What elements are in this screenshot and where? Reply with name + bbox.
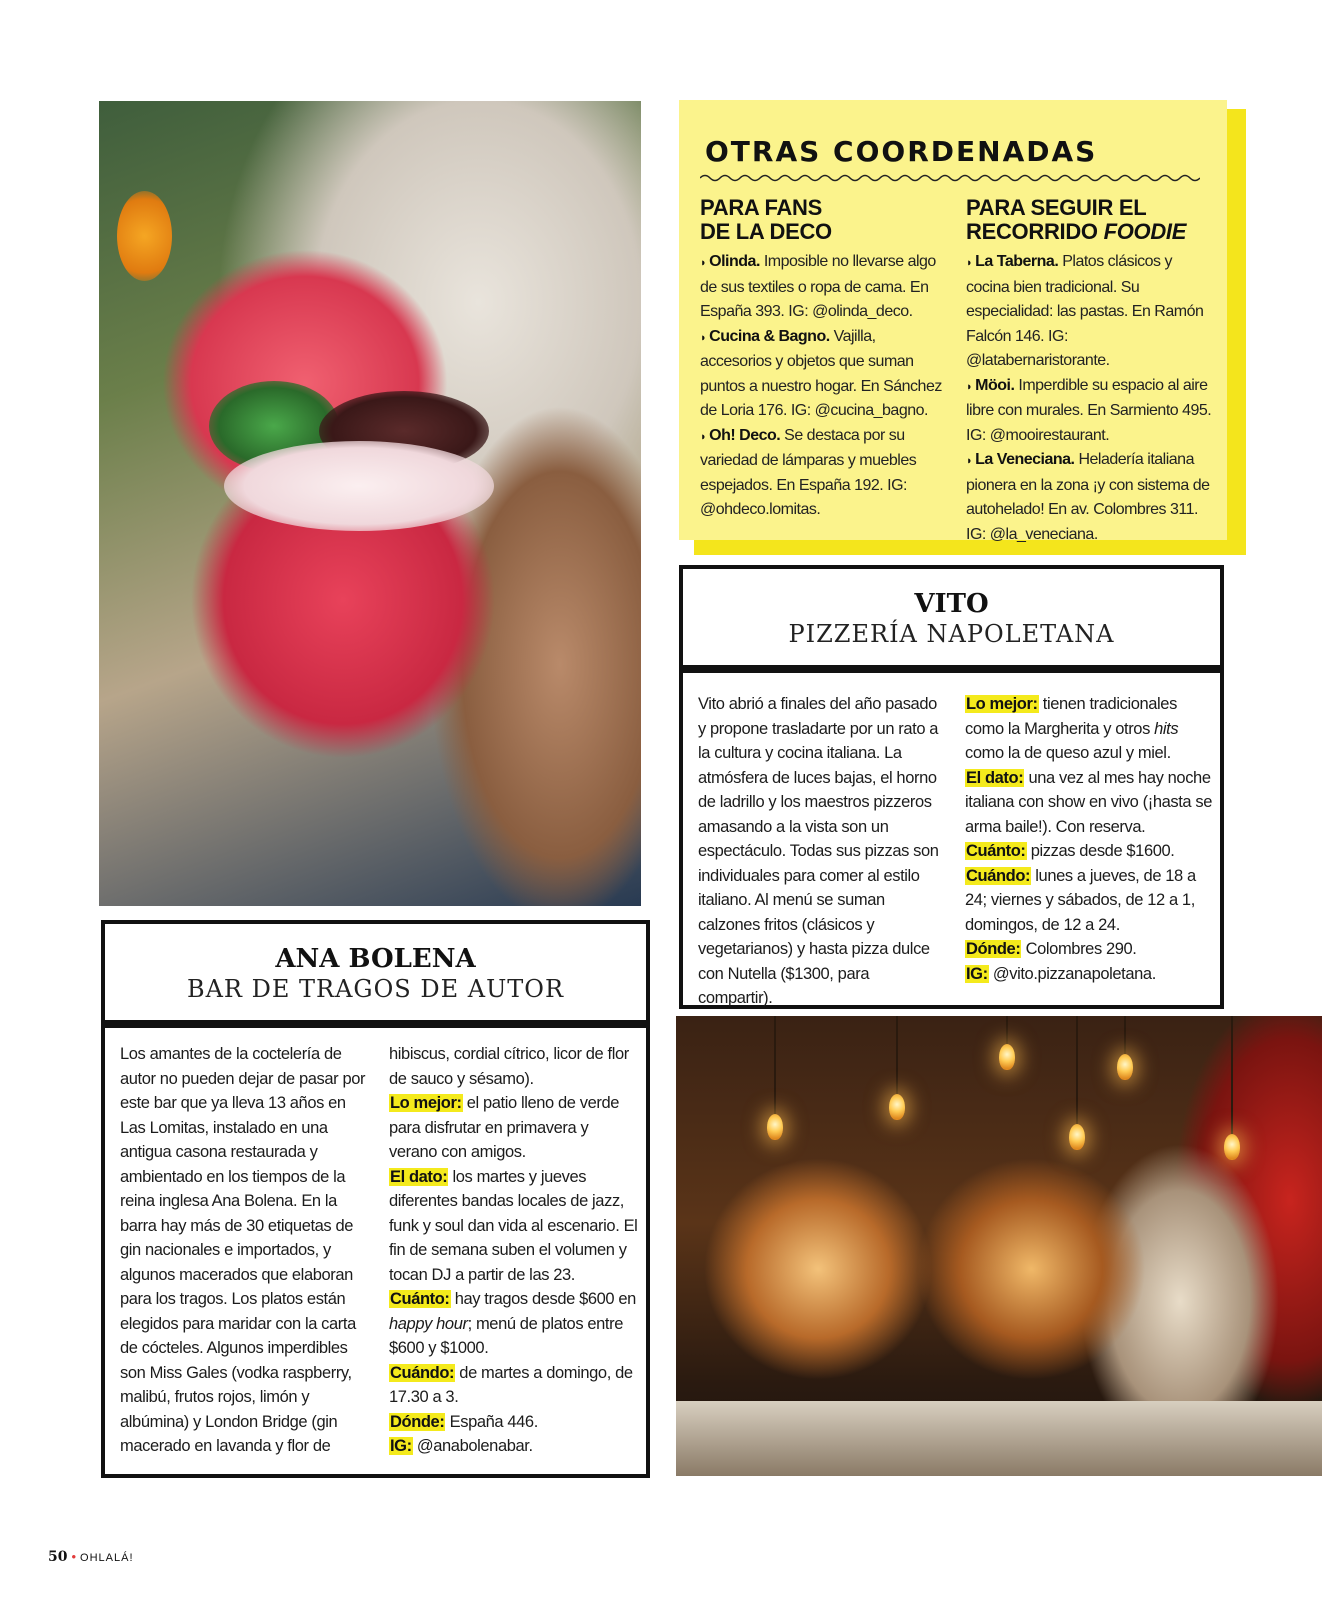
ana-bolena-columns	[120, 1042, 640, 1462]
light-bulb-icon	[1117, 1054, 1133, 1080]
heading-line: DE LA DECO	[700, 219, 832, 244]
label-highlight: Cuánto:	[966, 842, 1026, 860]
heading-italic: FOODIE	[1103, 219, 1187, 244]
lamp-cord	[1124, 1016, 1126, 1056]
light-bulb-icon	[889, 1094, 905, 1120]
label-highlight: Dónde:	[390, 1412, 445, 1431]
wavy-divider	[700, 173, 1200, 183]
footer-separator: •	[71, 1549, 77, 1564]
ana-cuando	[389, 1361, 640, 1410]
lamp-cord	[896, 1016, 898, 1096]
detail-italic: hits	[1154, 719, 1179, 738]
shop-name: Oh! Deco.	[709, 426, 781, 444]
label-highlight: El dato:	[966, 768, 1024, 787]
detail-text: hay tragos desde $600 en	[450, 1290, 636, 1308]
page-footer	[48, 1549, 134, 1565]
otras-heading-foodie	[966, 196, 1214, 244]
detail-text: ; menú de platos entre $600 y $1000.	[389, 1314, 623, 1357]
otras-title: OTRAS COORDENADAS	[705, 135, 1098, 168]
bullet-icon: ◗	[966, 380, 973, 393]
page-number: 50	[48, 1549, 68, 1565]
detail-text: España 446.	[445, 1412, 538, 1431]
venue-type: PIZZERÍA NAPOLETANA	[788, 620, 1115, 648]
label-highlight: Dónde:	[966, 940, 1021, 958]
venue-name: ANA BOLENA	[275, 944, 476, 974]
label-highlight: IG:	[966, 964, 988, 983]
bullet-icon: ◗	[700, 331, 707, 344]
light-bulb-icon	[1224, 1134, 1240, 1160]
bullet-icon: ◗	[966, 257, 973, 269]
detail-text: los martes y jueves diferentes bandas locales de jazz, funk y soul dan vida al escenario. El fin de semana suben el volumen y tocan DJ a partir de las 23.	[389, 1167, 638, 1284]
place-description: Heladería italiana pionera en la zona ¡y con sistema de autohelado! En av. Colombres 311. IG: @la_veneciana.	[966, 451, 1210, 543]
vito-intro	[698, 692, 946, 1011]
label-highlight: Cuándo:	[390, 1363, 455, 1382]
vito-details	[965, 692, 1213, 986]
vito-cuando	[965, 864, 1213, 938]
garnish-orange	[117, 191, 172, 281]
magazine-name: OHLALÁ!	[80, 1552, 134, 1564]
vito-ig	[965, 962, 1213, 987]
heading-line: PARA FANS	[700, 195, 822, 220]
vito-intro-text: Vito abrió a finales del año pasado y propone trasladarte por un rato a la cultura y cocina italiana. La atmósfera de luces bajas, el horno de ladrillo y los maestros pizzeros amasando a la vista son un espectáculo. Todas sus pizzas son individuales para comer al estilo italiano. Al menú se suman calzones fritos (clásicos y vegetarianos) y hasta pizza dulce con Nutella ($1300, para compartir).	[698, 695, 939, 1007]
shop-description: Imposible no llevarse algo de sus textiles o ropa de cama. En España 393. IG: @olinda_deco.	[700, 253, 936, 320]
glass-foam	[224, 441, 494, 531]
bullet-icon: ◗	[966, 455, 973, 467]
detail-text: de martes a domingo, de 17.30 a 3.	[389, 1363, 633, 1406]
lamp-cord	[1076, 1016, 1078, 1126]
label-highlight: Cuándo:	[966, 866, 1031, 885]
shop-name: Cucina & Bagno.	[709, 327, 830, 345]
lamp-cord	[1006, 1016, 1008, 1046]
ana-bolena-header	[101, 920, 650, 1024]
heading-line: RECORRIDO	[966, 219, 1104, 244]
venue-name: VITO	[914, 589, 989, 619]
place-description: Imperdible su espacio al aire libre con murales. En Sarmiento 495. IG: @mooirestaurant.	[966, 376, 1212, 444]
light-bulb-icon	[1069, 1124, 1085, 1150]
detail-italic: happy hour	[389, 1314, 468, 1333]
shop-description: Se destaca por su variedad de lámparas y muebles espejados. En España 192. IG: @ohdeco.lomitas.	[700, 426, 917, 518]
heading-line: PARA SEGUIR EL	[966, 195, 1147, 220]
vito-donde	[965, 937, 1213, 962]
pizzeria-photo	[676, 1016, 1322, 1476]
bullet-icon: ◗	[700, 257, 707, 269]
label-highlight: El dato:	[390, 1167, 448, 1186]
vito-dato	[965, 766, 1213, 840]
ana-dato	[389, 1165, 640, 1288]
detail-text: una vez al mes hay noche italiana con show en vivo (¡hasta se arma baile!). Con reserva.	[965, 768, 1212, 836]
detail-text: como la de queso azul y miel.	[965, 744, 1171, 762]
label-highlight: Lo mejor:	[390, 1094, 462, 1112]
otras-heading-deco	[700, 196, 948, 244]
light-bulb-icon	[999, 1044, 1015, 1070]
ana-donde	[389, 1410, 640, 1435]
otras-list-deco	[700, 250, 948, 523]
venue-type: BAR DE TRAGOS DE AUTOR	[186, 975, 565, 1003]
cocktail-photo	[99, 101, 641, 906]
label-highlight: Lo mejor:	[966, 695, 1038, 713]
detail-text: @vito.pizzanapoletana.	[988, 964, 1156, 983]
ana-cuanto	[389, 1287, 640, 1361]
detail-text: lunes a jueves, de 18 a 24; viernes y sábados, de 12 a 1, domingos, de 12 a 24.	[965, 866, 1196, 934]
ana-intro-text: Los amantes de la coctelería de autor no pueden dejar de pasar por este bar que ya lleva 13 años en Las Lomitas, instalado en una antigua casona restaurada y ambientado en los tiempos de la reina inglesa Ana Bolena. En la barra hay más de 30 etiquetas de gin nacionales e importados, y algunos macerados que elaboran para los tragos. Los platos están elegidos para maridar con la carta de cócteles. Algunos imperdibles son Miss Gales (vodka raspberry, malibú, frutos rojos, limón y albúmina) y London Bridge (gin macerado en lavanda y flor de hibiscus, cordial cítrico, licor de flor de sauco y sésamo).	[120, 1045, 629, 1455]
shop-name: Olinda.	[709, 253, 760, 270]
vito-lo-mejor	[965, 692, 1213, 766]
counter	[676, 1401, 1322, 1476]
label-highlight: Cuánto:	[390, 1290, 450, 1308]
bullet-icon: ◗	[700, 430, 707, 443]
detail-text: el patio lleno de verde para disfrutar en primavera y verano con amigos.	[389, 1094, 620, 1161]
otras-column-deco	[700, 196, 948, 523]
ana-ig	[389, 1434, 640, 1459]
vito-header	[679, 565, 1224, 669]
otras-list-foodie	[966, 250, 1214, 547]
lamp-cord	[774, 1016, 776, 1116]
place-name: La Taberna.	[975, 253, 1059, 270]
vito-cuanto	[965, 839, 1213, 864]
lamp-cord	[1231, 1016, 1233, 1136]
otras-column-foodie	[966, 196, 1214, 547]
shop-description: Vajilla, accesorios y objetos que suman puntos a nuestro hogar. En Sánchez de Loria 176. IG: @cucina_bagno.	[700, 327, 942, 419]
ana-lo-mejor	[389, 1091, 640, 1165]
place-name: Möoi.	[975, 376, 1015, 394]
place-name: La Veneciana.	[975, 451, 1075, 468]
detail-text: Colombres 290.	[1021, 940, 1137, 958]
label-highlight: IG:	[390, 1437, 412, 1455]
detail-text: pizzas desde $1600.	[1026, 842, 1175, 860]
detail-text: @anabolenabar.	[412, 1437, 533, 1455]
detail-text: tienen tradicionales como la Margherita y otros	[965, 695, 1177, 738]
place-description: Platos clásicos y cocina bien tradicional. Su especialidad: las pastas. En Ramón Falcón 146. IG: @latabernaristorante.	[966, 253, 1204, 369]
light-bulb-icon	[767, 1114, 783, 1140]
